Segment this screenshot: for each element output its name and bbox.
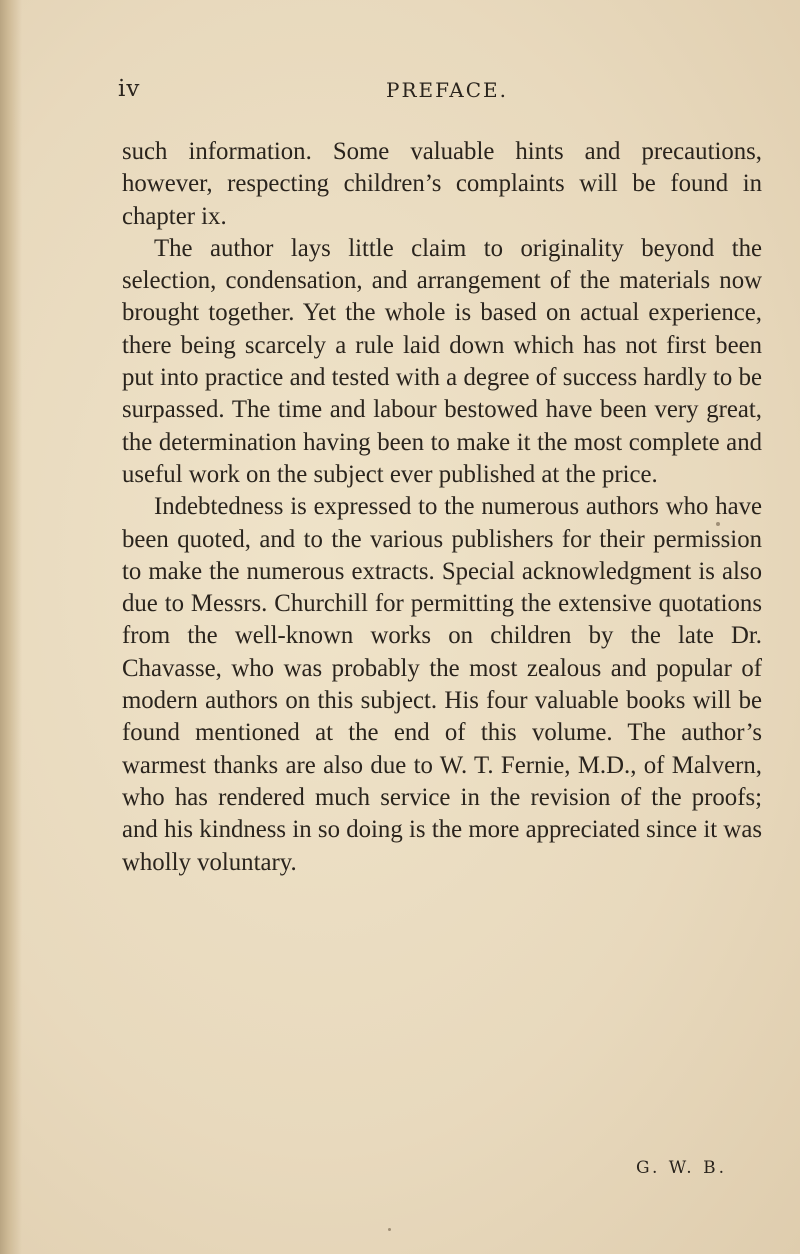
paragraph-continuation: such information. Some valuable hints and precautions, however, respecting children’s complaints will be found in chapter ix. (122, 138, 762, 230)
paragraph-acknowledgments: Indebtedness is expressed to the numerous authors who have been quoted, and to the various publishers for their permission to make the numerous extracts. Special acknowledgment is also due to Messrs. Churchill for permitting the extensive quotations from the well-known works on children by the late Dr. Chavasse, who was probably the most zealous and popular of modern authors on this subject. His four valuable books will be found mentioned at the end of this volume. The author’s warmest thanks are also due to W. T. Fernie, M.D., of Malvern, who has rendered much service in the revision of the proofs; and his kindness in so doing is the more appreciated since it was wholly voluntary. (122, 493, 762, 876)
page-binding-edge (0, 0, 22, 1254)
running-head: PREFACE. (386, 78, 508, 102)
body-text (122, 136, 762, 879)
page-header (118, 76, 738, 108)
author-signature: G. W. B. (636, 1158, 727, 1178)
page-number: iv (118, 76, 141, 102)
paper-speck (388, 1228, 391, 1231)
paragraph-originality: The author lays little claim to originality beyond the selection, condensation, and arrangement of the materials now brought together. Yet the whole is based on actual experience, there being scarcely a rule laid down which has not first been put into practice and tested with a degree of success hardly to be surpassed. The time and labour bestowed have been very great, the determination having been to make it the most complete and useful work on the subject ever published at the price. (122, 234, 762, 488)
paper-speck (716, 522, 720, 526)
